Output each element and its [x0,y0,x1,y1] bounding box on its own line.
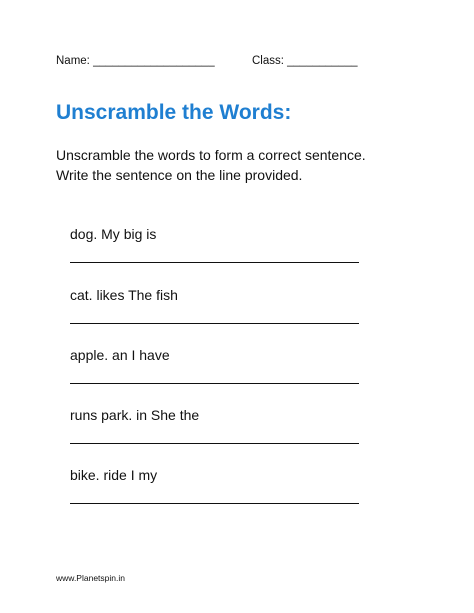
scrambled-sentence: dog. My big is [70,226,157,242]
scrambled-sentence: cat. likes The fish [70,287,178,303]
instructions [56,145,366,185]
scrambled-sentence: apple. an I have [70,347,170,363]
name-field-label: Name: ___________________ [56,55,215,67]
answer-line [70,443,359,444]
answer-line [70,503,359,504]
exercise-item-2 [70,285,370,305]
answer-line [70,323,359,324]
class-field-label: Class: ___________ [252,55,358,67]
exercise-item-4 [70,405,370,425]
exercise-item-1 [70,224,370,244]
answer-line [70,262,359,263]
scrambled-sentence: runs park. in She the [70,407,200,423]
instructions-line-2: Write the sentence on the line provided. [56,167,303,183]
exercise-item-3 [70,345,370,365]
instructions-line-1: Unscramble the words to form a correct sentence. [56,147,366,163]
scrambled-sentence: bike. ride I my [70,467,158,483]
worksheet-title: Unscramble the Words: [56,101,292,124]
exercise-item-5 [70,465,370,485]
answer-line [70,383,359,384]
footer-website: www.Planetspin.in [56,573,125,583]
